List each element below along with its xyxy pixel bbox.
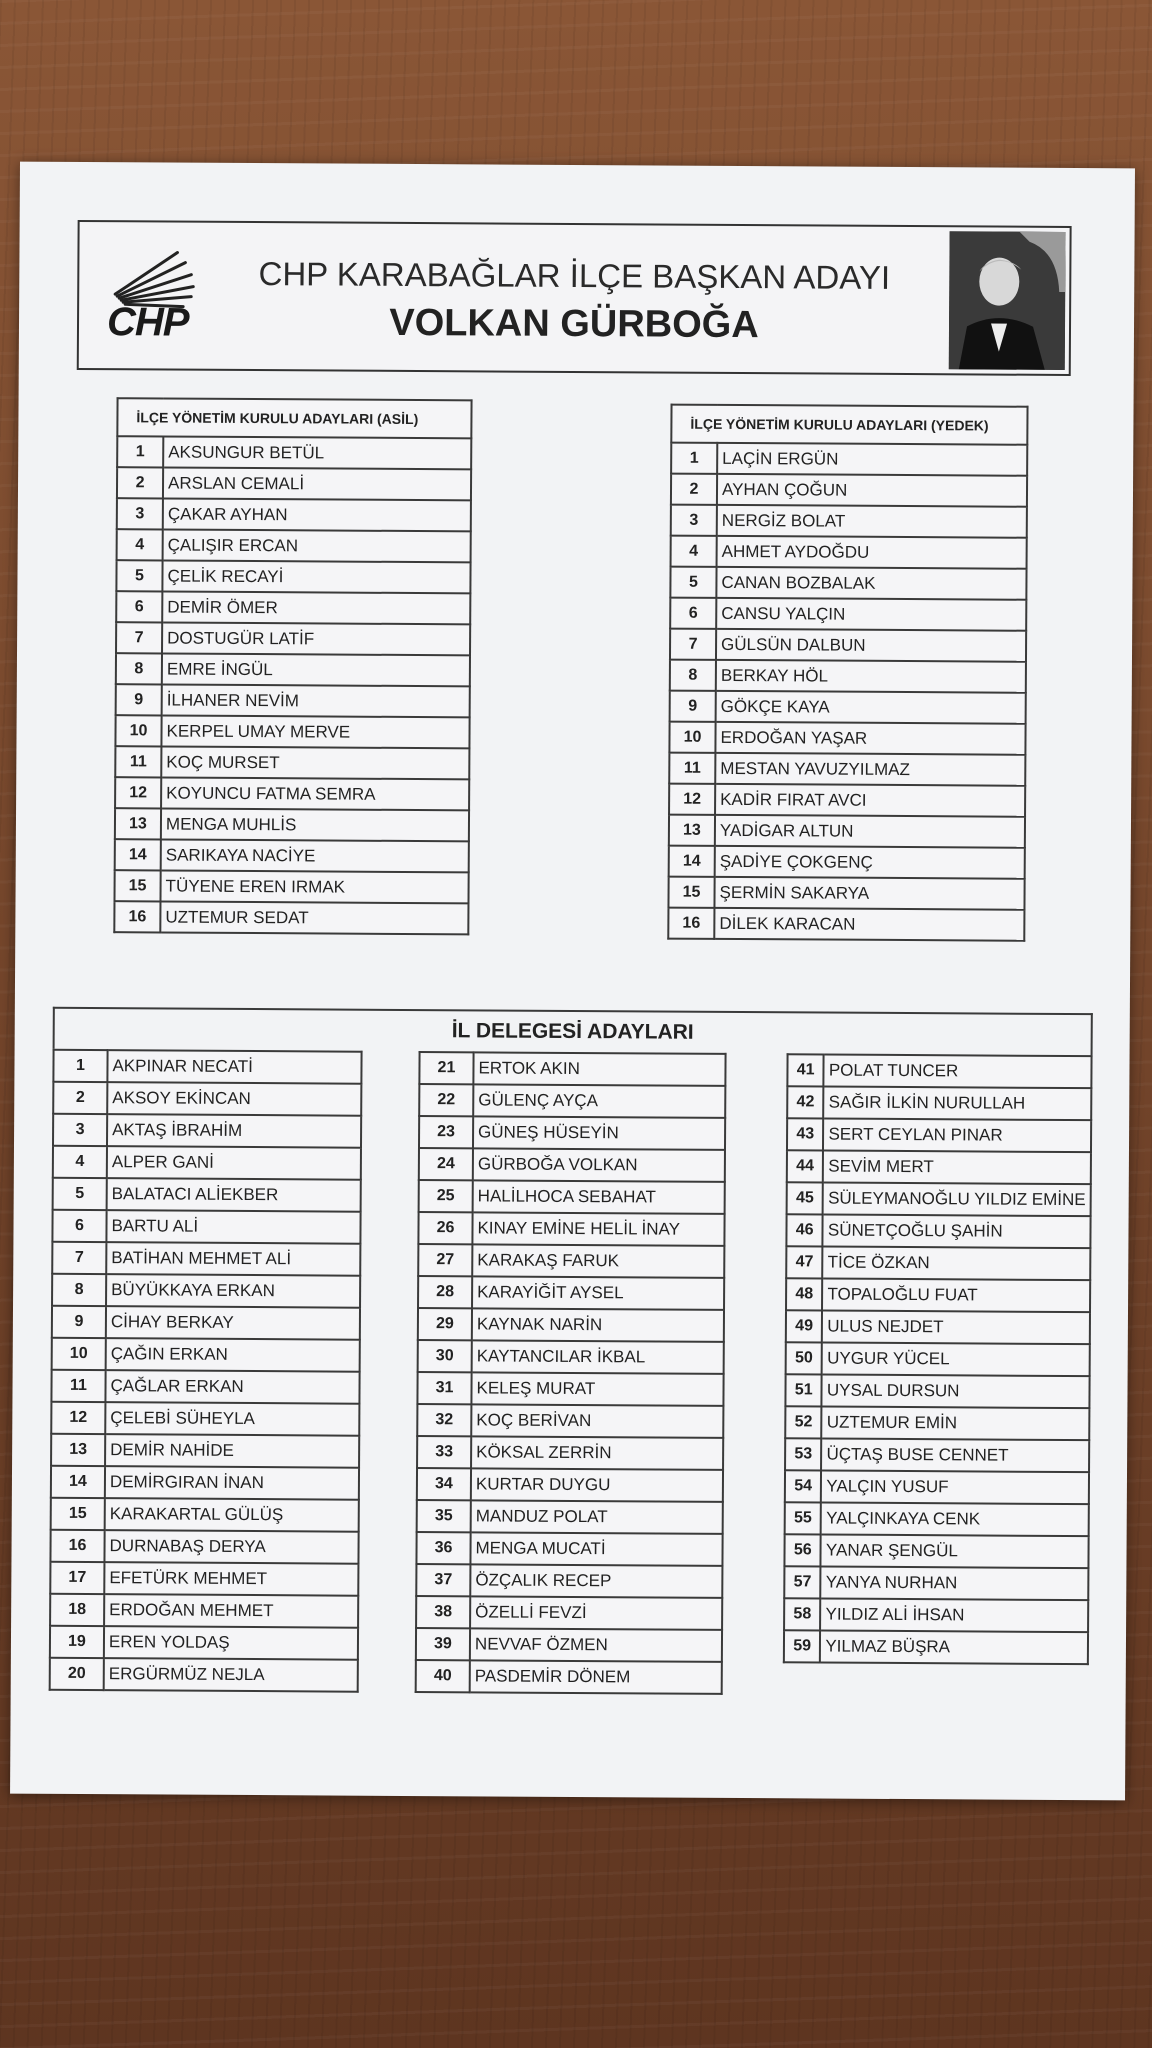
candidate-row [417,1436,723,1470]
candidate-name: AKTAŞ İBRAHİM [107,1114,361,1148]
candidate-name: YANAR ŞENGÜL [821,1535,1089,1569]
candidate-row [51,1466,359,1500]
candidate-number: 31 [417,1372,471,1404]
candidate-number: 11 [51,1370,105,1402]
candidate-row [116,560,470,593]
candidate-row [52,1338,360,1372]
candidate-row [784,1630,1088,1664]
candidate-row [416,1596,722,1630]
candidate-name: NERGİZ BOLAT [717,505,1027,538]
candidate-row [53,1082,361,1116]
candidate-number: 9 [116,684,162,715]
candidate-number: 42 [787,1086,824,1118]
candidate-name: ŞADİYE ÇOKGENÇ [715,846,1025,879]
candidate-number: 5 [53,1178,107,1210]
candidate-row [418,1340,724,1374]
candidate-row [416,1532,722,1566]
candidate-number: 30 [418,1340,472,1372]
candidate-name: KOÇ MURSET [161,746,469,779]
candidate-name: ÇAĞIN ERKAN [106,1338,360,1372]
candidate-number: 32 [417,1404,471,1436]
candidate-name: SEVİM MERT [823,1151,1091,1185]
candidate-number: 15 [668,877,714,908]
candidate-name: YILDIZ ALİ İHSAN [820,1599,1088,1633]
candidate-number: 10 [115,715,161,746]
candidate-row [418,1212,724,1246]
candidate-row [670,691,1026,724]
ataturk-portrait [949,231,1066,370]
candidate-number: 5 [670,567,716,598]
candidate-name: DOSTUGÜR LATİF [162,622,470,655]
candidate-number: 7 [670,629,716,660]
candidate-number: 51 [785,1374,822,1406]
candidate-name: ERTOK AKIN [473,1052,725,1086]
candidate-name: KADİR FIRAT AVCI [715,784,1025,817]
candidate-number: 55 [785,1502,822,1534]
candidate-name: BERKAY HÖL [716,660,1026,693]
candidate-number: 49 [786,1310,823,1342]
candidate-number: 59 [784,1630,821,1662]
candidate-row [669,846,1025,879]
candidate-name: KÖKSAL ZERRİN [471,1436,723,1470]
candidate-row [670,660,1026,693]
candidate-name: ÇALIŞIR ERCAN [163,529,471,562]
candidate-name: DURNABAŞ DERYA [104,1530,358,1564]
candidate-number: 1 [53,1050,107,1082]
candidate-number: 13 [669,815,715,846]
candidate-number: 3 [53,1114,107,1146]
candidate-row [669,784,1025,817]
candidate-name: KARAKARTAL GÜLÜŞ [105,1498,359,1532]
candidate-name: SAĞIR İLKİN NURULLAH [824,1087,1092,1121]
candidate-name: ÇAKAR AYHAN [163,498,471,531]
candidate-number: 45 [787,1182,824,1214]
candidate-row [670,629,1026,662]
candidate-number: 22 [419,1084,473,1116]
candidate-name: KOÇ BERİVAN [471,1404,723,1438]
candidate-row [50,1594,358,1628]
candidate-number: 12 [669,784,715,815]
candidate-name: YALÇINKAYA CENK [821,1503,1089,1537]
yedek-table [667,404,1028,942]
candidate-row [116,653,470,686]
candidate-row [419,1084,725,1118]
candidate-name: GÜLSÜN DALBUN [716,629,1026,662]
candidate-name: İLHANER NEVİM [162,684,470,717]
candidate-row [116,622,470,655]
candidate-number: 21 [419,1052,473,1084]
candidate-name: BÜYÜKKAYA ERKAN [106,1274,360,1308]
candidate-name: MESTAN YAVUZYILMAZ [715,753,1025,786]
candidate-row [785,1438,1089,1472]
candidate-number: 9 [670,691,716,722]
candidate-number: 34 [417,1468,471,1500]
chp-logo-text: CHP [106,300,189,345]
candidate-name: EMRE İNGÜL [162,653,470,686]
candidate-name: ÜÇTAŞ BUSE CENNET [821,1439,1089,1473]
candidate-number: 8 [670,660,716,691]
candidate-number: 54 [785,1470,822,1502]
candidate-row [786,1214,1090,1248]
candidate-row [53,1050,361,1084]
candidate-row [784,1534,1088,1568]
candidate-number: 12 [51,1402,105,1434]
candidate-number: 2 [117,467,163,498]
candidate-row [671,505,1027,538]
candidate-number: 6 [52,1210,106,1242]
candidate-name: KOYUNCU FATMA SEMRA [161,777,469,810]
candidate-row [419,1116,725,1150]
candidate-row [52,1242,360,1276]
candidate-name: KAYNAK NARİN [472,1308,724,1342]
candidate-row [53,1146,361,1180]
header-title: CHP KARABAĞLAR İLÇE BAŞKAN ADAYI [258,255,891,296]
candidate-row [417,1468,723,1502]
candidate-number: 4 [671,536,717,567]
candidate-number: 25 [419,1180,473,1212]
candidate-row [115,777,469,810]
candidate-row [117,529,471,562]
candidate-number: 47 [786,1246,823,1278]
candidate-row [50,1530,358,1564]
candidate-row [416,1660,722,1694]
candidate-row [51,1434,359,1468]
candidate-row [115,808,469,841]
ballot-sheet [10,162,1135,1801]
candidate-row [114,870,468,903]
candidate-number: 19 [50,1626,104,1658]
candidate-row [417,1372,723,1406]
candidate-name: EREN YOLDAŞ [104,1626,358,1660]
candidate-row [784,1566,1088,1600]
candidate-number: 17 [50,1562,104,1594]
candidate-name: YALÇIN YUSUF [821,1471,1089,1505]
candidate-number: 13 [51,1434,105,1466]
candidate-name: BATİHAN MEHMET ALİ [106,1242,360,1276]
candidate-name: GÖKÇE KAYA [716,691,1026,724]
candidate-number: 48 [786,1278,823,1310]
candidate-number: 7 [52,1242,106,1274]
candidate-name: AHMET AYDOĞDU [717,536,1027,569]
candidate-name: GÜNEŞ HÜSEYİN [473,1116,725,1150]
candidate-name: HALİLHOCA SEBAHAT [473,1180,725,1214]
candidate-row [115,746,469,779]
candidate-row [114,901,468,934]
candidate-number: 50 [786,1342,823,1374]
candidate-name: KINAY EMİNE HELİL İNAY [472,1212,724,1246]
candidate-name: UYSAL DURSUN [822,1375,1090,1409]
candidate-number: 53 [785,1438,822,1470]
candidate-row [668,908,1024,941]
candidate-row [418,1308,724,1342]
candidate-number: 3 [117,498,163,529]
candidate-number: 38 [416,1596,470,1628]
candidate-number: 2 [671,474,717,505]
candidate-number: 44 [787,1150,824,1182]
candidate-row [52,1306,360,1340]
candidate-number: 46 [786,1214,823,1246]
candidate-number: 1 [117,436,163,467]
candidate-name: AYHAN ÇOĞUN [717,474,1027,507]
candidate-name: SÜLEYMANOĞLU YILDIZ EMİNE [823,1183,1091,1217]
candidate-name: ARSLAN CEMALİ [163,467,471,500]
candidate-row [417,1500,723,1534]
candidate-name: NEVVAF ÖZMEN [470,1628,722,1662]
candidate-name: UZTEMUR SEDAT [160,901,468,934]
candidate-name: ALPER GANİ [107,1146,361,1180]
candidate-number: 14 [51,1466,105,1498]
candidate-name: ERDOĞAN YAŞAR [715,722,1025,755]
candidate-row [52,1210,360,1244]
candidate-number: 26 [418,1212,472,1244]
candidate-row [418,1244,724,1278]
candidate-number: 29 [418,1308,472,1340]
candidate-row [787,1182,1091,1216]
candidate-name: MENGA MUHLİS [161,808,469,841]
candidate-name: GÜLENÇ AYÇA [473,1084,725,1118]
candidate-name: YILMAZ BÜŞRA [820,1631,1088,1665]
candidate-number: 56 [784,1534,821,1566]
candidate-name: KURTAR DUYGU [471,1468,723,1502]
candidate-number: 7 [116,622,162,653]
candidate-row [784,1598,1088,1632]
candidate-name: CİHAY BERKAY [106,1306,360,1340]
candidate-row [785,1470,1089,1504]
candidate-name: ÇAĞLAR ERKAN [105,1370,359,1404]
candidate-name: TİCE ÖZKAN [823,1247,1091,1281]
candidate-name: AKSOY EKİNCAN [107,1082,361,1116]
candidate-name: KERPEL UMAY MERVE [161,715,469,748]
candidate-name: PASDEMİR DÖNEM [470,1660,722,1694]
candidate-row [786,1278,1090,1312]
header-box [77,220,1072,376]
candidate-row [669,753,1025,786]
candidate-number: 24 [419,1148,473,1180]
delegates-table-col2 [415,1051,727,1695]
candidate-name: KELEŞ MURAT [471,1372,723,1406]
candidate-name: ÇELEBİ SÜHEYLA [105,1402,359,1436]
candidate-name: ÖZELLİ FEVZİ [470,1596,722,1630]
candidate-number: 52 [785,1406,822,1438]
candidate-row [53,1178,361,1212]
candidate-name: ULUS NEJDET [822,1311,1090,1345]
candidate-name: POLAT TUNCER [824,1055,1092,1089]
candidate-number: 11 [669,753,715,784]
candidate-name: AKSUNGUR BETÜL [163,436,471,469]
candidate-name: YANYA NURHAN [821,1567,1089,1601]
candidate-row [416,1564,722,1598]
candidate-row [52,1274,360,1308]
candidate-number: 2 [53,1082,107,1114]
candidate-name: ERGÜRMÜZ NEJLA [104,1658,358,1692]
candidate-name: BARTU ALİ [106,1210,360,1244]
delegates-table-col1 [49,1049,363,1693]
candidate-number: 43 [787,1118,824,1150]
candidate-number: 16 [668,908,714,939]
candidate-name: UYGUR YÜCEL [822,1343,1090,1377]
candidate-number: 1 [671,443,717,474]
candidate-number: 9 [52,1306,106,1338]
candidate-number: 57 [784,1566,821,1598]
candidate-row [419,1052,725,1086]
candidate-name: MANDUZ POLAT [471,1500,723,1534]
candidate-row [117,436,471,469]
candidate-row [50,1562,358,1596]
candidate-name: DEMİR NAHİDE [105,1434,359,1468]
candidate-name: MENGA MUCATİ [470,1532,722,1566]
candidate-row [671,443,1027,476]
candidate-number: 12 [115,777,161,808]
candidate-name: DEMİRGIRAN İNAN [105,1466,359,1500]
candidate-name: KARAKAŞ FARUK [472,1244,724,1278]
candidate-number: 28 [418,1276,472,1308]
candidate-name: ÇELİK RECAYİ [162,560,470,593]
candidate-name: KAYTANCILAR İKBAL [472,1340,724,1374]
candidate-number: 11 [115,746,161,777]
asil-heading: İLÇE YÖNETİM KURULU ADAYLARI (ASİL) [117,398,471,438]
candidate-name: AKPINAR NECATİ [107,1050,361,1084]
candidate-number: 40 [416,1660,470,1692]
candidate-row [51,1498,359,1532]
delegates-table-col3 [783,1053,1093,1665]
candidate-number: 15 [114,870,160,901]
candidate-name: CANSU YALÇIN [716,598,1026,631]
candidate-row [671,474,1027,507]
candidate-name: GÜRBOĞA VOLKAN [473,1148,725,1182]
candidate-name: UZTEMUR EMİN [822,1407,1090,1441]
candidate-number: 36 [416,1532,470,1564]
candidate-row [50,1658,358,1692]
candidate-row [115,715,469,748]
candidate-number: 16 [50,1530,104,1562]
candidate-row [419,1180,725,1214]
yedek-heading: İLÇE YÖNETİM KURULU ADAYLARI (YEDEK) [671,405,1027,445]
candidate-number: 4 [117,529,163,560]
candidate-row [787,1118,1091,1152]
candidate-row [669,722,1025,755]
candidate-name: SÜNETÇOĞLU ŞAHİN [823,1215,1091,1249]
candidate-name: EFETÜRK MEHMET [104,1562,358,1596]
candidate-number: 35 [417,1500,471,1532]
delegates-heading: İL DELEGESİ ADAYLARI [53,1007,1093,1055]
candidate-row [117,467,471,500]
candidate-name: KARAYİĞİT AYSEL [472,1276,724,1310]
candidate-row [670,598,1026,631]
candidate-number: 13 [115,808,161,839]
candidate-row [51,1402,359,1436]
candidate-row [418,1276,724,1310]
candidate-name: TÜYENE EREN IRMAK [160,870,468,903]
candidate-number: 33 [417,1436,471,1468]
candidate-row [670,567,1026,600]
candidate-name: ÖZÇALIK RECEP [470,1564,722,1598]
candidate-number: 5 [116,560,162,591]
candidate-name: LAÇİN ERGÜN [717,443,1027,476]
candidate-row [668,877,1024,910]
candidate-name: SARIKAYA NACİYE [161,839,469,872]
candidate-number: 4 [53,1146,107,1178]
candidate-number: 10 [52,1338,106,1370]
candidate-row [417,1404,723,1438]
candidate-row [786,1310,1090,1344]
candidate-name: ERDOĞAN MEHMET [104,1594,358,1628]
candidate-name: DEMİR ÖMER [162,591,470,624]
candidate-row [787,1150,1091,1184]
candidate-name: ŞERMİN SAKARYA [714,877,1024,910]
candidate-name: YADİGAR ALTUN [715,815,1025,848]
candidate-number: 18 [50,1594,104,1626]
candidate-name: DİLEK KARACAN [714,908,1024,941]
candidate-row [116,684,470,717]
candidate-name: BALATACI ALİEKBER [107,1178,361,1212]
candidate-row [787,1054,1091,1088]
candidate-row [53,1114,361,1148]
candidate-name: TOPALOĞLU FUAT [822,1279,1090,1313]
candidate-number: 6 [116,591,162,622]
candidate-number: 8 [116,653,162,684]
candidate-row [785,1374,1089,1408]
candidate-row [787,1086,1091,1120]
candidate-row [117,498,471,531]
asil-table [113,397,472,935]
candidate-row [419,1148,725,1182]
candidate-row [116,591,470,624]
candidate-number: 16 [114,901,160,932]
candidate-row [671,536,1027,569]
candidate-number: 27 [418,1244,472,1276]
candidate-number: 39 [416,1628,470,1660]
candidate-number: 8 [52,1274,106,1306]
candidate-number: 10 [669,722,715,753]
candidate-number: 3 [671,505,717,536]
candidate-row [786,1246,1090,1280]
candidate-number: 15 [51,1498,105,1530]
candidate-number: 14 [115,839,161,870]
candidate-name: VOLKAN GÜRBOĞA [389,301,759,347]
candidate-number: 37 [416,1564,470,1596]
candidate-row [51,1370,359,1404]
candidate-row [785,1406,1089,1440]
candidate-number: 20 [50,1658,104,1690]
candidate-number: 58 [784,1598,821,1630]
candidate-row [785,1502,1089,1536]
candidate-number: 14 [669,846,715,877]
candidate-name: CANAN BOZBALAK [716,567,1026,600]
candidate-number: 6 [670,598,716,629]
candidate-row [50,1626,358,1660]
candidate-row [416,1628,722,1662]
candidate-name: SERT CEYLAN PINAR [823,1119,1091,1153]
candidate-row [669,815,1025,848]
candidate-number: 23 [419,1116,473,1148]
candidate-number: 41 [787,1054,824,1086]
candidate-row [115,839,469,872]
candidate-row [786,1342,1090,1376]
